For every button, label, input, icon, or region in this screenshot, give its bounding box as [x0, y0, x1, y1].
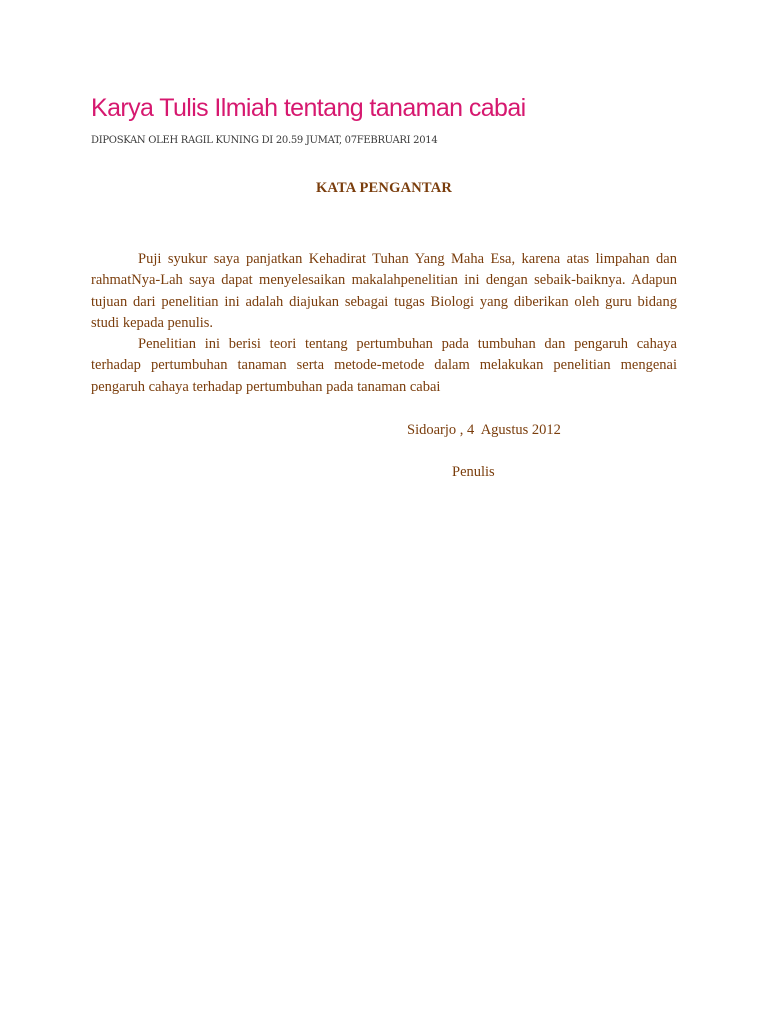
post-title[interactable]: Karya Tulis Ilmiah tentang tanaman cabai — [91, 94, 526, 122]
post-meta: DIPOSKAN OLEH RAGIL KUNING DI 20.59 JUMAT, 07FEBRUARI 2014 — [91, 135, 438, 146]
signature-label: Penulis — [452, 464, 495, 480]
paragraph-2: Penelitian ini berisi teori tentang pertumbuhan pada tumbuhan dan pengaruh cahaya terhadap pertumbuhan tanaman serta metode-metode dalam melakukan penelitian mengenai pengaruh cahaya terhadap pertumbuhan pada tanaman cabai — [91, 336, 677, 395]
place-date: Sidoarjo , 4 Agustus 2012 — [407, 422, 561, 438]
document-heading: KATA PENGANTAR — [315, 180, 453, 196]
paragraph-1: Puji syukur saya panjatkan Kehadirat Tuhan Yang Maha Esa, karena atas limpahan dan rahmatNya-Lah saya dapat menyelesaikan makalahpenelitian ini dengan sebaik-baiknya. Adapun tujuan dari penelitian ini adalah diajukan sebagai tugas Biologi yang diberikan oleh guru bidang studi kepada penulis. — [91, 251, 677, 331]
document-body — [91, 249, 677, 398]
